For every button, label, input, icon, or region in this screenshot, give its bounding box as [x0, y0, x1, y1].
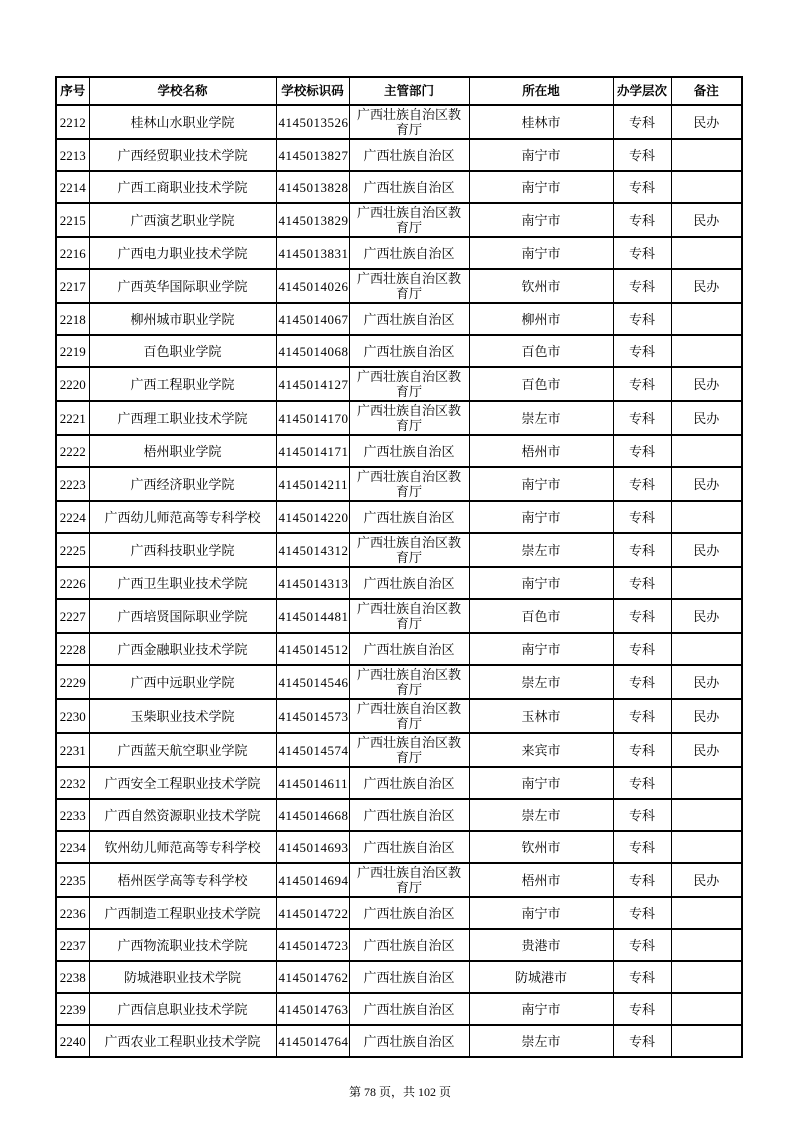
cell-department: 广西壮族自治区 — [349, 335, 469, 367]
table-row — [56, 533, 742, 567]
cell-school-name: 广西物流职业技术学院 — [89, 929, 276, 961]
table-row — [56, 633, 742, 665]
cell-school-name: 广西工商职业技术学院 — [89, 171, 276, 203]
cell-school-code: 4145014762 — [276, 961, 349, 993]
cell-school-name: 广西英华国际职业学院 — [89, 269, 276, 303]
cell-index: 2215 — [56, 203, 89, 237]
cell-school-name: 柳州城市职业学院 — [89, 303, 276, 335]
cell-remarks — [671, 929, 742, 961]
cell-location: 南宁市 — [469, 139, 613, 171]
cell-department: 广西壮族自治区教育厅 — [349, 599, 469, 633]
col-header-school-name: 学校名称 — [89, 77, 276, 105]
cell-department: 广西壮族自治区教育厅 — [349, 533, 469, 567]
cell-location: 百色市 — [469, 335, 613, 367]
cell-level: 专科 — [613, 831, 671, 863]
cell-location: 钦州市 — [469, 831, 613, 863]
cell-department: 广西壮族自治区教育厅 — [349, 367, 469, 401]
cell-level: 专科 — [613, 467, 671, 501]
cell-level: 专科 — [613, 303, 671, 335]
table-row — [56, 139, 742, 171]
cell-school-name: 广西经济职业学院 — [89, 467, 276, 501]
cell-school-name: 广西金融职业技术学院 — [89, 633, 276, 665]
cell-remarks: 民办 — [671, 533, 742, 567]
cell-school-name: 桂林山水职业学院 — [89, 105, 276, 139]
cell-school-code: 4145014693 — [276, 831, 349, 863]
cell-department: 广西壮族自治区教育厅 — [349, 105, 469, 139]
cell-remarks — [671, 799, 742, 831]
col-header-index: 序号 — [56, 77, 89, 105]
cell-remarks: 民办 — [671, 665, 742, 699]
cell-location: 桂林市 — [469, 105, 613, 139]
cell-location: 南宁市 — [469, 897, 613, 929]
cell-index: 2220 — [56, 367, 89, 401]
table-row — [56, 961, 742, 993]
cell-location: 百色市 — [469, 367, 613, 401]
table-row — [56, 269, 742, 303]
cell-school-name: 广西幼儿师范高等专科学校 — [89, 501, 276, 533]
cell-level: 专科 — [613, 139, 671, 171]
cell-location: 崇左市 — [469, 665, 613, 699]
document-page — [55, 76, 743, 1058]
table-row — [56, 863, 742, 897]
cell-remarks: 民办 — [671, 733, 742, 767]
cell-location: 南宁市 — [469, 171, 613, 203]
cell-level: 专科 — [613, 665, 671, 699]
cell-school-code: 4145014211 — [276, 467, 349, 501]
cell-school-code: 4145014722 — [276, 897, 349, 929]
cell-location: 崇左市 — [469, 799, 613, 831]
table-row — [56, 767, 742, 799]
cell-level: 专科 — [613, 203, 671, 237]
cell-department: 广西壮族自治区教育厅 — [349, 733, 469, 767]
cell-index: 2212 — [56, 105, 89, 139]
cell-location: 南宁市 — [469, 767, 613, 799]
cell-remarks — [671, 237, 742, 269]
table-row — [56, 567, 742, 599]
cell-school-code: 4145014763 — [276, 993, 349, 1025]
cell-remarks — [671, 139, 742, 171]
table-row — [56, 831, 742, 863]
cell-index: 2224 — [56, 501, 89, 533]
cell-index: 2213 — [56, 139, 89, 171]
table-row — [56, 367, 742, 401]
cell-location: 防城港市 — [469, 961, 613, 993]
cell-school-code: 4145014764 — [276, 1025, 349, 1057]
cell-school-name: 梧州医学高等专科学校 — [89, 863, 276, 897]
cell-location: 崇左市 — [469, 533, 613, 567]
cell-department: 广西壮族自治区 — [349, 171, 469, 203]
cell-level: 专科 — [613, 929, 671, 961]
cell-level: 专科 — [613, 863, 671, 897]
col-header-remarks: 备注 — [671, 77, 742, 105]
cell-location: 南宁市 — [469, 237, 613, 269]
cell-department: 广西壮族自治区 — [349, 929, 469, 961]
cell-school-name: 玉柴职业技术学院 — [89, 699, 276, 733]
cell-index: 2217 — [56, 269, 89, 303]
table-row — [56, 467, 742, 501]
cell-department: 广西壮族自治区教育厅 — [349, 665, 469, 699]
table-row — [56, 699, 742, 733]
cell-department: 广西壮族自治区教育厅 — [349, 863, 469, 897]
cell-remarks — [671, 435, 742, 467]
cell-school-code: 4145014313 — [276, 567, 349, 599]
cell-location: 南宁市 — [469, 993, 613, 1025]
cell-school-name: 广西培贤国际职业学院 — [89, 599, 276, 633]
cell-department: 广西壮族自治区 — [349, 567, 469, 599]
cell-school-name: 广西安全工程职业技术学院 — [89, 767, 276, 799]
cell-school-name: 广西工程职业学院 — [89, 367, 276, 401]
cell-school-code: 4145014026 — [276, 269, 349, 303]
cell-department: 广西壮族自治区 — [349, 831, 469, 863]
cell-department: 广西壮族自治区 — [349, 633, 469, 665]
cell-school-code: 4145014067 — [276, 303, 349, 335]
cell-level: 专科 — [613, 897, 671, 929]
cell-school-code: 4145014573 — [276, 699, 349, 733]
cell-index: 2227 — [56, 599, 89, 633]
cell-level: 专科 — [613, 599, 671, 633]
cell-level: 专科 — [613, 799, 671, 831]
cell-school-code: 4145014723 — [276, 929, 349, 961]
cell-index: 2233 — [56, 799, 89, 831]
cell-level: 专科 — [613, 401, 671, 435]
cell-index: 2229 — [56, 665, 89, 699]
cell-level: 专科 — [613, 993, 671, 1025]
cell-location: 梧州市 — [469, 863, 613, 897]
cell-school-code: 4145014512 — [276, 633, 349, 665]
cell-department: 广西壮族自治区 — [349, 501, 469, 533]
cell-location: 南宁市 — [469, 203, 613, 237]
cell-school-code: 4145014220 — [276, 501, 349, 533]
cell-level: 专科 — [613, 567, 671, 599]
cell-department: 广西壮族自治区 — [349, 767, 469, 799]
table-row — [56, 799, 742, 831]
cell-department: 广西壮族自治区教育厅 — [349, 467, 469, 501]
cell-index: 2230 — [56, 699, 89, 733]
cell-department: 广西壮族自治区 — [349, 303, 469, 335]
table-row — [56, 1025, 742, 1057]
cell-index: 2223 — [56, 467, 89, 501]
cell-school-code: 4145014611 — [276, 767, 349, 799]
cell-index: 2235 — [56, 863, 89, 897]
cell-index: 2240 — [56, 1025, 89, 1057]
cell-level: 专科 — [613, 269, 671, 303]
cell-level: 专科 — [613, 237, 671, 269]
cell-index: 2228 — [56, 633, 89, 665]
cell-school-name: 广西自然资源职业技术学院 — [89, 799, 276, 831]
cell-department: 广西壮族自治区 — [349, 961, 469, 993]
cell-location: 玉林市 — [469, 699, 613, 733]
cell-remarks — [671, 303, 742, 335]
cell-location: 柳州市 — [469, 303, 613, 335]
cell-index: 2216 — [56, 237, 89, 269]
cell-level: 专科 — [613, 733, 671, 767]
cell-school-code: 4145013829 — [276, 203, 349, 237]
table-row — [56, 993, 742, 1025]
cell-index: 2221 — [56, 401, 89, 435]
cell-remarks — [671, 993, 742, 1025]
cell-department: 广西壮族自治区 — [349, 799, 469, 831]
cell-school-code: 4145014546 — [276, 665, 349, 699]
cell-index: 2226 — [56, 567, 89, 599]
page-number-footer: 第 78 页，共 102 页 — [348, 1085, 451, 1099]
cell-remarks — [671, 1025, 742, 1057]
cell-school-code: 4145013828 — [276, 171, 349, 203]
cell-remarks — [671, 335, 742, 367]
table-row — [56, 665, 742, 699]
cell-index: 2225 — [56, 533, 89, 567]
cell-level: 专科 — [613, 961, 671, 993]
table-row — [56, 897, 742, 929]
cell-location: 崇左市 — [469, 1025, 613, 1057]
cell-location: 南宁市 — [469, 467, 613, 501]
cell-school-code: 4145014170 — [276, 401, 349, 435]
cell-school-name: 广西中远职业学院 — [89, 665, 276, 699]
cell-level: 专科 — [613, 335, 671, 367]
cell-remarks: 民办 — [671, 401, 742, 435]
cell-remarks — [671, 767, 742, 799]
cell-index: 2218 — [56, 303, 89, 335]
col-header-level: 办学层次 — [613, 77, 671, 105]
cell-remarks — [671, 831, 742, 863]
cell-school-name: 梧州职业学院 — [89, 435, 276, 467]
cell-location: 南宁市 — [469, 501, 613, 533]
cell-department: 广西壮族自治区 — [349, 139, 469, 171]
cell-index: 2236 — [56, 897, 89, 929]
table-row — [56, 435, 742, 467]
table-row — [56, 929, 742, 961]
cell-school-name: 广西演艺职业学院 — [89, 203, 276, 237]
cell-remarks — [671, 961, 742, 993]
cell-school-code: 4145014312 — [276, 533, 349, 567]
table-row — [56, 401, 742, 435]
cell-remarks: 民办 — [671, 105, 742, 139]
cell-index: 2231 — [56, 733, 89, 767]
table-row — [56, 237, 742, 269]
cell-location: 南宁市 — [469, 633, 613, 665]
cell-department: 广西壮族自治区教育厅 — [349, 699, 469, 733]
table-row — [56, 599, 742, 633]
cell-location: 梧州市 — [469, 435, 613, 467]
cell-level: 专科 — [613, 699, 671, 733]
table-row — [56, 171, 742, 203]
table-row — [56, 303, 742, 335]
cell-school-name: 防城港职业技术学院 — [89, 961, 276, 993]
cell-school-code: 4145013831 — [276, 237, 349, 269]
table-row — [56, 203, 742, 237]
cell-index: 2234 — [56, 831, 89, 863]
cell-remarks — [671, 633, 742, 665]
cell-location: 贵港市 — [469, 929, 613, 961]
cell-school-name: 广西制造工程职业技术学院 — [89, 897, 276, 929]
cell-school-name: 广西农业工程职业技术学院 — [89, 1025, 276, 1057]
cell-remarks: 民办 — [671, 203, 742, 237]
cell-school-code: 4145014694 — [276, 863, 349, 897]
cell-department: 广西壮族自治区教育厅 — [349, 269, 469, 303]
cell-level: 专科 — [613, 367, 671, 401]
table-header-row — [56, 77, 742, 105]
table-row — [56, 335, 742, 367]
cell-school-code: 4145013827 — [276, 139, 349, 171]
cell-department: 广西壮族自治区 — [349, 993, 469, 1025]
cell-level: 专科 — [613, 171, 671, 203]
cell-index: 2237 — [56, 929, 89, 961]
cell-location: 来宾市 — [469, 733, 613, 767]
cell-index: 2239 — [56, 993, 89, 1025]
cell-location: 崇左市 — [469, 401, 613, 435]
cell-department: 广西壮族自治区教育厅 — [349, 401, 469, 435]
cell-school-code: 4145014481 — [276, 599, 349, 633]
cell-remarks: 民办 — [671, 367, 742, 401]
cell-location: 钦州市 — [469, 269, 613, 303]
cell-location: 南宁市 — [469, 567, 613, 599]
cell-school-code: 4145014068 — [276, 335, 349, 367]
cell-level: 专科 — [613, 105, 671, 139]
cell-school-name: 钦州幼儿师范高等专科学校 — [89, 831, 276, 863]
cell-school-name: 广西理工职业技术学院 — [89, 401, 276, 435]
cell-location: 百色市 — [469, 599, 613, 633]
cell-school-code: 4145013526 — [276, 105, 349, 139]
cell-remarks — [671, 171, 742, 203]
cell-remarks: 民办 — [671, 599, 742, 633]
cell-remarks — [671, 567, 742, 599]
cell-department: 广西壮族自治区 — [349, 897, 469, 929]
table-body — [56, 105, 742, 1057]
col-header-location: 所在地 — [469, 77, 613, 105]
cell-department: 广西壮族自治区教育厅 — [349, 203, 469, 237]
cell-department: 广西壮族自治区 — [349, 435, 469, 467]
cell-school-name: 广西科技职业学院 — [89, 533, 276, 567]
cell-level: 专科 — [613, 1025, 671, 1057]
cell-school-name: 广西信息职业技术学院 — [89, 993, 276, 1025]
header-row — [56, 77, 742, 105]
cell-level: 专科 — [613, 501, 671, 533]
cell-department: 广西壮族自治区 — [349, 1025, 469, 1057]
cell-remarks: 民办 — [671, 699, 742, 733]
table-row — [56, 501, 742, 533]
col-header-department: 主管部门 — [349, 77, 469, 105]
schools-table — [55, 76, 743, 1058]
cell-school-code: 4145014171 — [276, 435, 349, 467]
table-row — [56, 105, 742, 139]
cell-department: 广西壮族自治区 — [349, 237, 469, 269]
cell-school-name: 广西电力职业技术学院 — [89, 237, 276, 269]
cell-school-code: 4145014127 — [276, 367, 349, 401]
cell-school-name: 广西经贸职业技术学院 — [89, 139, 276, 171]
col-header-school-code: 学校标识码 — [276, 77, 349, 105]
cell-level: 专科 — [613, 435, 671, 467]
cell-index: 2219 — [56, 335, 89, 367]
cell-index: 2238 — [56, 961, 89, 993]
cell-remarks — [671, 501, 742, 533]
cell-school-name: 百色职业学院 — [89, 335, 276, 367]
cell-school-code: 4145014668 — [276, 799, 349, 831]
cell-level: 专科 — [613, 767, 671, 799]
table-row — [56, 733, 742, 767]
cell-level: 专科 — [613, 633, 671, 665]
cell-school-name: 广西蓝天航空职业学院 — [89, 733, 276, 767]
cell-remarks: 民办 — [671, 467, 742, 501]
cell-index: 2222 — [56, 435, 89, 467]
cell-remarks: 民办 — [671, 269, 742, 303]
cell-remarks — [671, 897, 742, 929]
cell-level: 专科 — [613, 533, 671, 567]
cell-school-name: 广西卫生职业技术学院 — [89, 567, 276, 599]
cell-remarks: 民办 — [671, 863, 742, 897]
cell-school-code: 4145014574 — [276, 733, 349, 767]
cell-index: 2214 — [56, 171, 89, 203]
cell-index: 2232 — [56, 767, 89, 799]
